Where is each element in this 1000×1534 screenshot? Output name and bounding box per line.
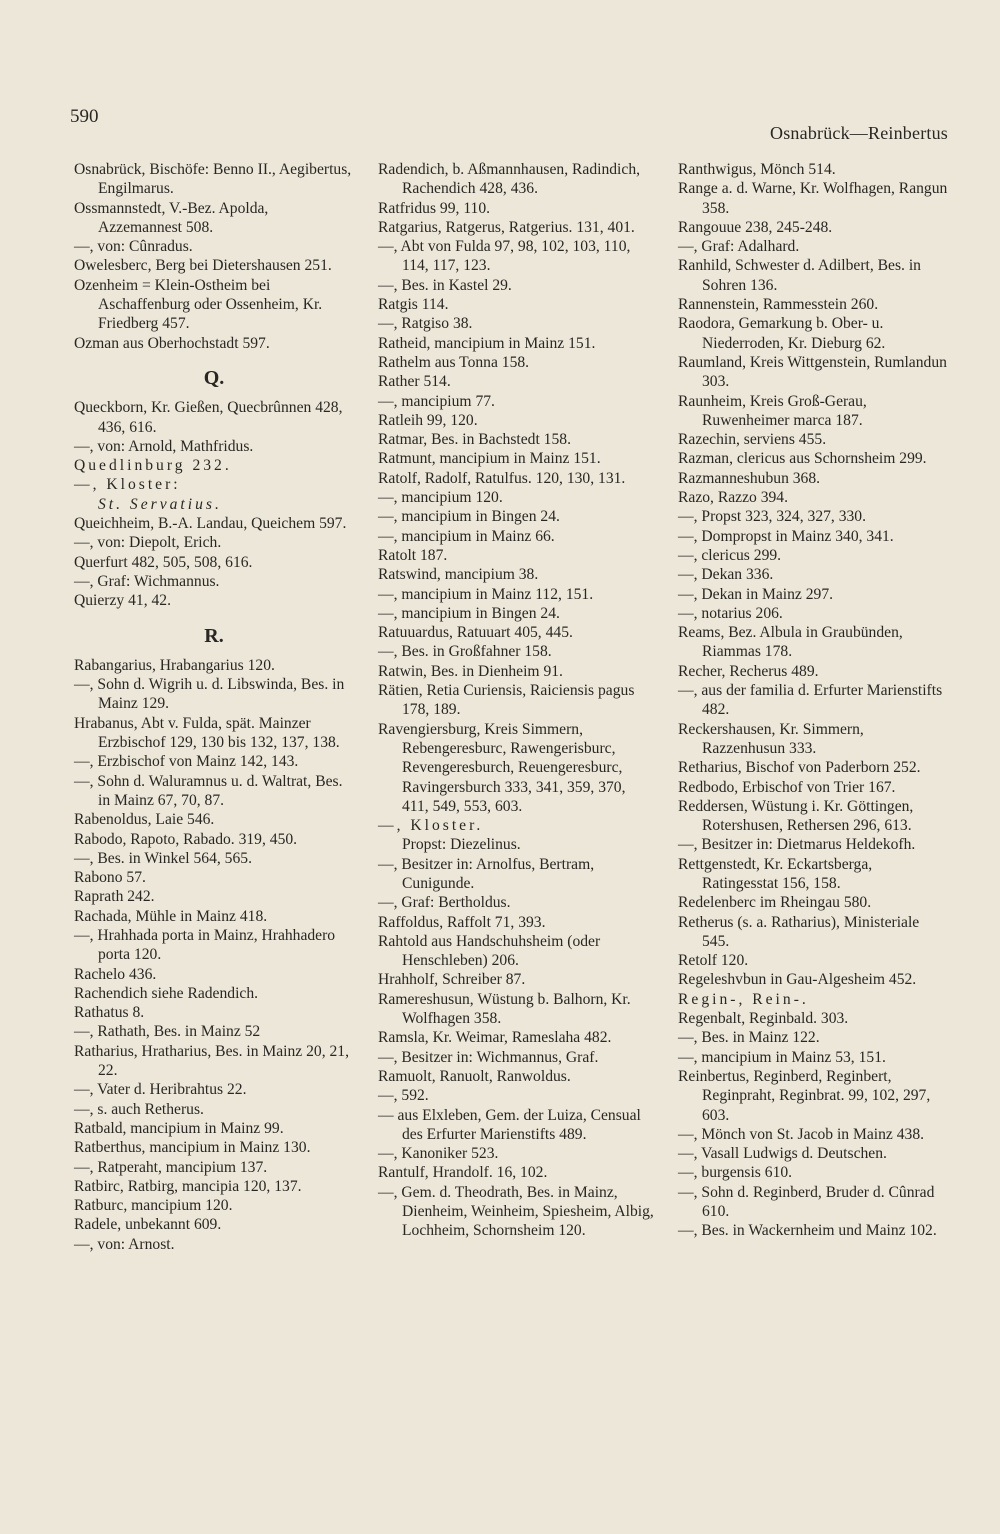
index-entry: —, Bes. in Wackernheim und Mainz 102. <box>678 1222 937 1240</box>
index-entry: Razo, Razzo 394. <box>678 489 788 507</box>
index-entry: —, mancipium in Mainz 66. <box>378 527 555 545</box>
index-entry: St. Servatius. <box>98 495 222 513</box>
index-entry: —, aus der familia d. Erfurter Marienstifts 482. <box>678 682 943 719</box>
index-column-3 <box>678 160 950 1241</box>
index-entry: Ratolf, Radolf, Ratulfus. 120, 130, 131. <box>378 469 626 487</box>
page-number: 590 <box>70 106 99 127</box>
index-entry: Querfurt 482, 505, 508, 616. <box>74 553 253 571</box>
index-entry: —, mancipium in Bingen 24. <box>378 604 560 622</box>
index-entry: —, von: Arnost. <box>74 1235 175 1253</box>
index-entry: Radendich, b. Aßmannhausen, Radindich, Rachendich 428, 436. <box>378 161 641 198</box>
section-heading: R. <box>204 624 224 647</box>
index-entry: —, Kloster: <box>74 476 181 494</box>
index-entry: Ratberthus, mancipium in Mainz 130. <box>74 1139 311 1157</box>
index-entry: —, Ratperaht, mancipium 137. <box>74 1158 268 1176</box>
index-entry: Ratgarius, Ratgerus, Ratgerius. 131, 401. <box>378 218 635 236</box>
index-entry: —, Besitzer in: Dietmarus Heldekofh. <box>678 836 916 854</box>
index-entry: Rangouue 238, 245-248. <box>678 218 833 236</box>
index-entry: Reinbertus, Reginberd, Reginbert, Reginpraht, Reginbrat. 99, 102, 297, 603. <box>678 1067 931 1124</box>
index-entry: Ratolt 187. <box>378 546 448 564</box>
index-entry: Ratswind, mancipium 38. <box>378 566 539 584</box>
index-entry: —, von: Cûnradus. <box>74 238 193 256</box>
index-entry: —, Sohn d. Wigrih u. d. Libswinda, Bes. in Mainz 129. <box>74 676 345 713</box>
index-entry: —, Rathath, Bes. in Mainz 52 <box>74 1023 261 1041</box>
index-entry: —, mancipium in Mainz 112, 151. <box>378 585 594 603</box>
index-entry: Ratwin, Bes. in Dienheim 91. <box>378 662 563 680</box>
index-entry: —, Dompropst in Mainz 340, 341. <box>678 527 894 545</box>
index-entry: Ranthwigus, Mönch 514. <box>678 161 836 178</box>
running-title: Osnabrück—Reinbertus <box>770 123 948 143</box>
index-entry: Queckborn, Kr. Gießen, Quecbrûnnen 428, 436, 616. <box>74 399 343 436</box>
index-entry: Rather 514. <box>378 373 451 391</box>
index-entry: Rahtold aus Handschuhsheim (oder Henschleben) 206. <box>378 932 601 970</box>
index-entry: —, clericus 299. <box>678 546 782 564</box>
index-entry: Ozenheim = Klein-Ostheim bei Aschaffenburg oder Ossenheim, Kr. Friedberg 457. <box>74 276 323 333</box>
index-entry: Raunheim, Kreis Groß-Gerau, Ruwenheimer marca 187. <box>678 392 867 429</box>
index-entry: Raffoldus, Raffolt 71, 393. <box>378 913 546 931</box>
index-entry: —, Mönch von St. Jacob in Mainz 438. <box>678 1125 925 1143</box>
index-entry: Ratgis 114. <box>378 296 449 314</box>
index-entry: Rabenoldus, Laie 546. <box>74 811 215 829</box>
index-entry: —, Dekan in Mainz 297. <box>678 585 834 603</box>
index-entry: Regeleshvbun in Gau-Algesheim 452. <box>678 971 917 989</box>
index-entry: —, mancipium in Bingen 24. <box>378 508 560 526</box>
index-entry: Quedlinburg 232. <box>74 457 232 475</box>
index-entry: Rachendich siehe Radendich. <box>74 984 259 1002</box>
index-entry: Reams, Bez. Albula in Graubünden, Riammas 178. <box>678 624 903 661</box>
index-entry: —, Ratgiso 38. <box>378 315 473 333</box>
index-entry: —, von: Diepolt, Erich. <box>74 534 222 552</box>
index-entry: Ratmar, Bes. in Bachstedt 158. <box>378 431 571 449</box>
index-entry: Ozman aus Oberhochstadt 597. <box>74 334 270 352</box>
index-entry: Ratbald, mancipium in Mainz 99. <box>74 1119 284 1137</box>
index-entry: Osnabrück, Bischöfe: Benno II., Aegibertus, Engilmarus. <box>74 161 352 198</box>
index-entry: —, notarius 206. <box>678 604 783 622</box>
index-entry: — aus Elxleben, Gem. der Luiza, Censual des Erfurter Marienstifts 489. <box>378 1106 641 1143</box>
index-entry: Retherus (s. a. Ratharius), Ministeriale 545. <box>678 913 920 950</box>
index-entry: Reckershausen, Kr. Simmern, Razzenhusun 333. <box>678 720 864 757</box>
index-entry: —, s. auch Retherus. <box>74 1100 204 1118</box>
index-entry: —, mancipium 77. <box>378 392 495 410</box>
index-entry: Ratbirc, Ratbirg, mancipia 120, 137. <box>74 1177 302 1195</box>
index-column-1 <box>74 160 354 1254</box>
index-entry: Rathelm aus Tonna 158. <box>378 353 530 371</box>
index-entry: Redbodo, Erbischof von Trier 167. <box>678 778 896 796</box>
index-entry: Retolf 120. <box>678 952 749 970</box>
index-entry: —, Dekan 336. <box>678 566 774 584</box>
index-entry: Ratmunt, mancipium in Mainz 151. <box>378 450 601 468</box>
index-entry: —, Vasall Ludwigs d. Deutschen. <box>678 1145 887 1163</box>
index-entry: Quierzy 41, 42. <box>74 592 172 610</box>
index-entry: Razmanneshubun 368. <box>678 469 821 487</box>
index-entry: Razman, clericus aus Schornsheim 299. <box>678 450 927 468</box>
index-entry: Ratharius, Hratharius, Bes. in Mainz 20, 21, 22. <box>74 1042 350 1080</box>
index-entry: Range a. d. Warne, Kr. Wolfhagen, Rangun 358. <box>678 180 948 217</box>
index-entry: Propst: Diezelinus. <box>402 836 521 854</box>
index-entry: Reddersen, Wüstung i. Kr. Göttingen, Rotershusen, Rethersen 296, 613. <box>678 797 914 835</box>
index-entry: Ratburc, mancipium 120. <box>74 1197 233 1215</box>
index-entry: —, Sohn d. Waluramnus u. d. Waltrat, Bes. in Mainz 67, 70, 87. <box>74 772 343 809</box>
index-entry: Ratuuardus, Ratuuart 405, 445. <box>378 624 573 642</box>
index-entry: Hrabanus, Abt v. Fulda, spät. Mainzer Erzbischof 129, 130 bis 132, 137, 138. <box>74 714 340 752</box>
index-entry: Rettgenstedt, Kr. Eckartsberga, Ratingesstat 156, 158. <box>678 855 873 892</box>
index-entry: Rabangarius, Hrabangarius 120. <box>74 656 275 674</box>
index-entry: —, Graf: Wichmannus. <box>74 572 220 590</box>
index-entry: Rätien, Retia Curiensis, Raiciensis pagus 178, 189. <box>378 682 635 719</box>
index-entry: Owelesberc, Berg bei Dietershausen 251. <box>74 257 332 275</box>
index-entry: Retharius, Bischof von Paderborn 252. <box>678 759 921 777</box>
index-entry: —, Graf: Bertholdus. <box>378 894 511 912</box>
index-entry: —, Bes. in Kastel 29. <box>378 276 512 294</box>
index-entry: —, Vater d. Heribrahtus 22. <box>74 1081 247 1099</box>
index-entry: —, Gem. d. Theodrath, Bes. in Mainz, Dienheim, Weinheim, Spiesheim, Albig, Lochheim, Schornsheim 120. <box>378 1183 654 1240</box>
index-entry: —, Kloster. <box>378 817 484 835</box>
index-entry: —, mancipium in Mainz 53, 151. <box>678 1048 886 1066</box>
section-heading: Q. <box>203 366 225 389</box>
index-column-2 <box>378 160 656 1241</box>
index-entry: —, von: Arnold, Mathfridus. <box>74 437 254 455</box>
index-entry: Rachada, Mühle in Mainz 418. <box>74 907 268 925</box>
index-entry: Ratleih 99, 120. <box>378 411 478 429</box>
index-entry: Rabono 57. <box>74 869 146 887</box>
index-entry: —, Bes. in Mainz 122. <box>678 1029 820 1047</box>
index-entry: Ramereshusun, Wüstung b. Balhorn, Kr. Wolfhagen 358. <box>378 990 631 1028</box>
index-entry: —, Bes. in Großfahner 158. <box>378 643 552 661</box>
index-entry: Rachelo 436. <box>74 965 157 983</box>
index-entry: —, Graf: Adalhard. <box>678 238 800 256</box>
index-entry: Redelenberc im Rheingau 580. <box>678 894 872 912</box>
index-entry: —, Propst 323, 324, 327, 330. <box>678 508 867 526</box>
index-entry: —, Besitzer in: Wichmannus, Graf. <box>378 1048 599 1066</box>
index-entry: Ranhild, Schwester d. Adilbert, Bes. in Sohren 136. <box>678 257 921 294</box>
index-entry: Rathatus 8. <box>74 1004 145 1022</box>
index-entry: Ossmannstedt, V.-Bez. Apolda, Azzemannest 508. <box>74 199 269 236</box>
index-entry: —, Besitzer in: Arnolfus, Bertram, Cunigunde. <box>378 855 595 892</box>
index-entry: Raodora, Gemarkung b. Ober- u. Niederroden, Kr. Dieburg 62. <box>678 315 886 352</box>
index-entry: —, Sohn d. Reginberd, Bruder d. Cûnrad 610. <box>678 1183 935 1221</box>
index-entry: Raprath 242. <box>74 888 155 906</box>
index-entry: Ratheid, mancipium in Mainz 151. <box>378 334 596 352</box>
index-entry: Recher, Recherus 489. <box>678 662 819 680</box>
index-entry: Rannenstein, Rammesstein 260. <box>678 296 879 314</box>
index-entry: Raumland, Kreis Wittgenstein, Rumlandun 303. <box>678 353 947 391</box>
index-entry: —, Hrahhada porta in Mainz, Hrahhadero porta 120. <box>74 926 336 964</box>
index-entry: Ravengiersburg, Kreis Simmern, Rebengeresburc, Rawengerisburc, Revengeresburch, Reuengeresburc, Ravingersburch 333, 341, 359, 370, 411, 549, 553, 603. <box>378 720 626 815</box>
index-entry: Regin-, Rein-. <box>678 990 809 1008</box>
index-entry: Queichheim, B.-A. Landau, Queichem 597. <box>74 515 347 533</box>
index-entry: Ramsla, Kr. Weimar, Rameslaha 482. <box>378 1029 612 1047</box>
index-entry: Radele, unbekannt 609. <box>74 1216 222 1234</box>
index-entry: Rantulf, Hrandolf. 16, 102. <box>378 1164 548 1182</box>
index-entry: —, burgensis 610. <box>678 1164 793 1182</box>
index-entry: Hrahholf, Schreiber 87. <box>378 971 526 989</box>
index-entry: —, Abt von Fulda 97, 98, 102, 103, 110, 114, 117, 123. <box>378 238 631 275</box>
index-entry: —, Bes. in Winkel 564, 565. <box>74 849 252 867</box>
index-entry: Rabodo, Rapoto, Rabado. 319, 450. <box>74 830 298 848</box>
index-entry: Regenbalt, Reginbald. 303. <box>678 1010 849 1028</box>
index-entry: —, Kanoniker 523. <box>378 1145 499 1163</box>
index-entry: Razechin, serviens 455. <box>678 431 827 449</box>
index-entry: Ratfridus 99, 110. <box>378 199 491 217</box>
index-entry: —, 592. <box>378 1087 429 1105</box>
index-entry: —, Erzbischof von Mainz 142, 143. <box>74 753 299 771</box>
index-entry: Ramuolt, Ranuolt, Ranwoldus. <box>378 1067 571 1085</box>
index-entry: —, mancipium 120. <box>378 489 503 507</box>
